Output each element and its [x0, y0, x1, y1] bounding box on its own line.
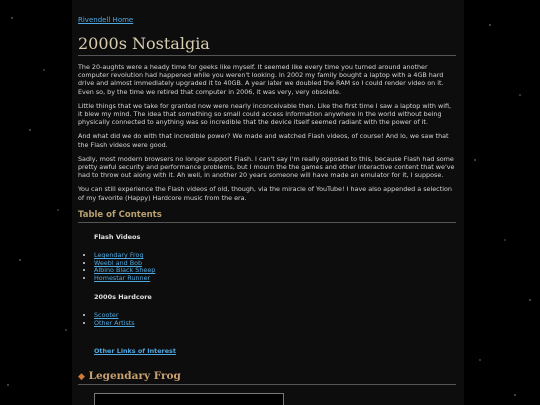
page-content [72, 0, 464, 405]
list-item [94, 312, 456, 320]
toc-link-albino-black-sheep[interactable]: Albino Black Sheep [94, 266, 156, 275]
section-heading-legendary-frog [78, 370, 456, 385]
section-title: Legendary Frog [88, 369, 181, 382]
list-item [94, 252, 456, 260]
toc-heading: Table of Contents [78, 210, 456, 223]
home-link[interactable]: Rivendell Home [78, 16, 134, 24]
toc-link-homestar-runner[interactable]: Homestar Runner [94, 274, 151, 283]
toc-link-scooter[interactable]: Scooter [94, 311, 119, 320]
video-embed[interactable] [94, 393, 284, 405]
list-item [94, 320, 456, 328]
intro-paragraph-5: You can still experience the Flash videos of old, though, via the miracle of YouTube! I have also appended a selection of my favorite (Happy) Hardcore music from the era. [78, 185, 452, 202]
toc-list-2000s-hardcore [78, 312, 456, 328]
toc-link-weebl-and-bob[interactable]: Weebl and Bob [94, 258, 143, 267]
intro-paragraph-1: The 20-aughts were a heady time for geeks like myself. It seemed like every time you turned around another computer revolution had happened while you weren't looking. In 2002 my family bought a laptop with a 4GB hard drive and almost immediately upgraded it to 40GB. A year later we doubled the RAM so I could render video on it. Even so, by the time we retired that computer in 2006, it was very, very obsolete. [78, 63, 444, 96]
intro-paragraph-2: Little things that we take for granted now were nearly inconceivable then. Like the first time I saw a laptop with wifi, it blew my mind. The idea that something so small could access information anywhere in the world without being physically connected to anything was so incredible that the device itself seemed radiant with the power of it. [78, 101, 452, 127]
intro-paragraph-3: And what did we do with that incredible power? We made and watched Flash videos, of course! And lo, we saw that the Flash videos were good. [78, 132, 449, 149]
toc-link-other-artists[interactable]: Other Artists [94, 318, 135, 327]
toc-link-other-links[interactable]: Other Links of Interest [94, 346, 176, 355]
toc-link-legendary-frog[interactable]: Legendary Frog [94, 250, 144, 259]
toc-group-2000s-hardcore: 2000s Hardcore [94, 293, 152, 302]
toc-list-flash-videos [78, 252, 456, 283]
page-title: 2000s Nostalgia [78, 34, 456, 56]
list-item [94, 275, 456, 283]
intro-paragraph-4: Sadly, most modern browsers no longer support Flash. I can't say I'm really opposed to this, because Flash had some pretty awful security and performance problems, but I mourn the the games and other interactive content that we've had to throw out along with it. Ah well, in another 20 years someone will have made an emulator for it, I suppose. [78, 154, 455, 180]
diamond-icon: ◆ [78, 371, 85, 382]
toc-group-flash-videos: Flash Videos [94, 232, 141, 241]
